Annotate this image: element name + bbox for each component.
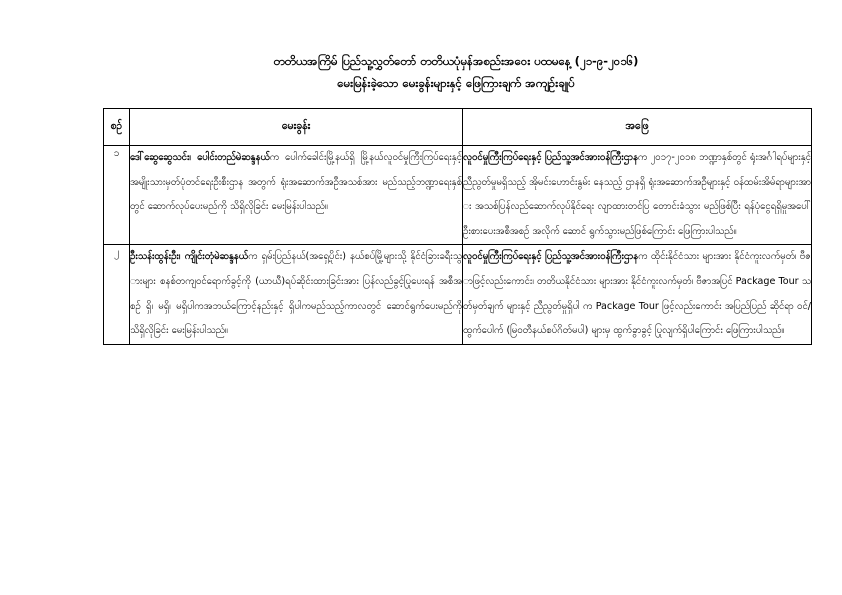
header-number: စဉ် xyxy=(104,109,130,146)
answer-text: က ၂၀၁၇-၂၀၁၈ ဘဏ္ဍာနှစ်တွင် ရုံးအင်္ဂါရပ်များနှင့်ညီညွတ်မှုမရှိသည့် အိုမင်းဟောင်းနွမ်း နေသည့် ဌာနရှိ ရုံးအဆောက်အဦများနှင့် ဝန်ထမ်းအိမ်ရာများအား အသစ်ပြန်လည်ဆောက်လုပ်နိုင်ရေး လျာထားတင်ပြ တောင်းခံသွား မည်ဖြစ်ပြီး ရန်ပုံငွေရရှိမှုအပေါ် ဦးစားပေးအစီအစဉ် အလိုက် ဆောင် ရွက်သွားမည်ဖြစ်ကြောင်း ဖြေကြားပါသည်။ xyxy=(463,152,811,237)
question-text: က ရှမ်းပြည်နယ်(အရှေ့ပိုင်း) နယ်စပ်မြို့များသို့ နိုင်ငံခြားခရီးသွားများ စနစ်တကျဝင်ရောက်ခွင့်ကို (ယာယီ)ရပ်ဆိုင်းထားခြင်းအား ပြန်လည်ခွင့်ပြုပေးရန် အစီအစဉ် ရှိ၊ မရှိ၊ မရှိပါကအဘယ်ကြောင့်နည်းနှင့် ရှိပါကမည်သည့်ကာလတွင် ဆောင်ရွက်ပေးမည်ကို သိရှိလိုခြင်း မေးမြန်းပါသည်။ xyxy=(130,251,462,337)
question-cell xyxy=(130,245,463,344)
question-answer-table xyxy=(103,108,812,345)
document-title xyxy=(100,50,812,94)
header-answer: အဖြေ xyxy=(463,109,812,146)
table-row xyxy=(104,245,812,344)
answer-text: က ထိုင်းနိုင်ငံသား များအား နိုင်ငံကူးလက်မှတ်၊ ဗီဇာဖြင့်လည်းကောင်း၊ တတိယနိုင်ငံသား များအား နိုင်ငံကူးလက်မှတ်၊ ဗီဇာအပြင် Package Tour သတ်မှတ်ချက် များနှင့် ညီညွတ်မှုရှိပါ က Package Tour ဖြင့်လည်းကောင်း အပြည်ပြည် ဆိုင်ရာ ဝင်/ထွက်ပေါက် (မြဝတီနယ်စပ်ဂိတ်မပါ) များမှ ထွက်ခွာခွင့် ပြုလျက်ရှိပါကြောင်း ဖြေကြားပါသည်။ xyxy=(463,251,811,337)
question-text: က ပေါက်ခေါင်းမြို့နယ်ရှိ မြို့နယ်လူဝင်မှုကြီးကြပ်ရေးနှင့် အမျိုးသားမှတ်ပုံတင်ရေးဦးစီးဌာန အတွက် ရုံးအဆောက်အဦအသစ်အား မည်သည့်ဘဏ္ဍာရေးနှစ်တွင် ဆောက်လုပ်ပေးမည်ကို သိရှိလိုခြင်း မေးမြန်းပါသည်။ xyxy=(130,152,462,213)
answer-body xyxy=(463,146,811,244)
row-number: ၁ xyxy=(104,146,130,245)
question-asker: ဦးသန်းထွန်းဦး၊ ကျိုင်းတုံမဲဆန္ဒနယ် xyxy=(130,251,249,263)
answer-cell xyxy=(463,245,812,344)
question-body xyxy=(130,245,462,343)
question-asker: ဒေါ်ဆွေဆွေသင်း၊ ပေါင်းတည်မဲဆန္ဒနယ် xyxy=(130,152,270,163)
table-row xyxy=(104,146,812,245)
header-question: မေးခွန်း xyxy=(130,109,463,146)
answer-cell xyxy=(463,146,812,245)
question-cell xyxy=(130,146,463,245)
answer-ministry: လူဝင်မှုကြီးကြပ်ရေးနှင့် ပြည်သူ့အင်အားဝန်ကြီးဌာန xyxy=(463,152,638,163)
title-line-2: မေးမြန်းခဲ့သော မေးခွန်းများနှင့် ဖြေကြားချက် အကျဉ်းချုပ် xyxy=(337,76,575,90)
question-body xyxy=(130,146,462,220)
answer-body xyxy=(463,245,811,343)
table-header-row xyxy=(104,109,812,146)
title-line-1: တတိယအကြိမ် ပြည်သူ့လွှတ်တော် တတိယပုံမှန်အစည်းအဝေး ပထမနေ့ (၂၁-၉-၂၀၁၆) xyxy=(273,54,639,68)
answer-ministry: လူဝင်မှုကြီးကြပ်ရေးနှင့် ပြည်သူ့အင်အားဝန်ကြီးဌာန xyxy=(463,251,639,263)
row-number: ၂ xyxy=(104,245,130,344)
